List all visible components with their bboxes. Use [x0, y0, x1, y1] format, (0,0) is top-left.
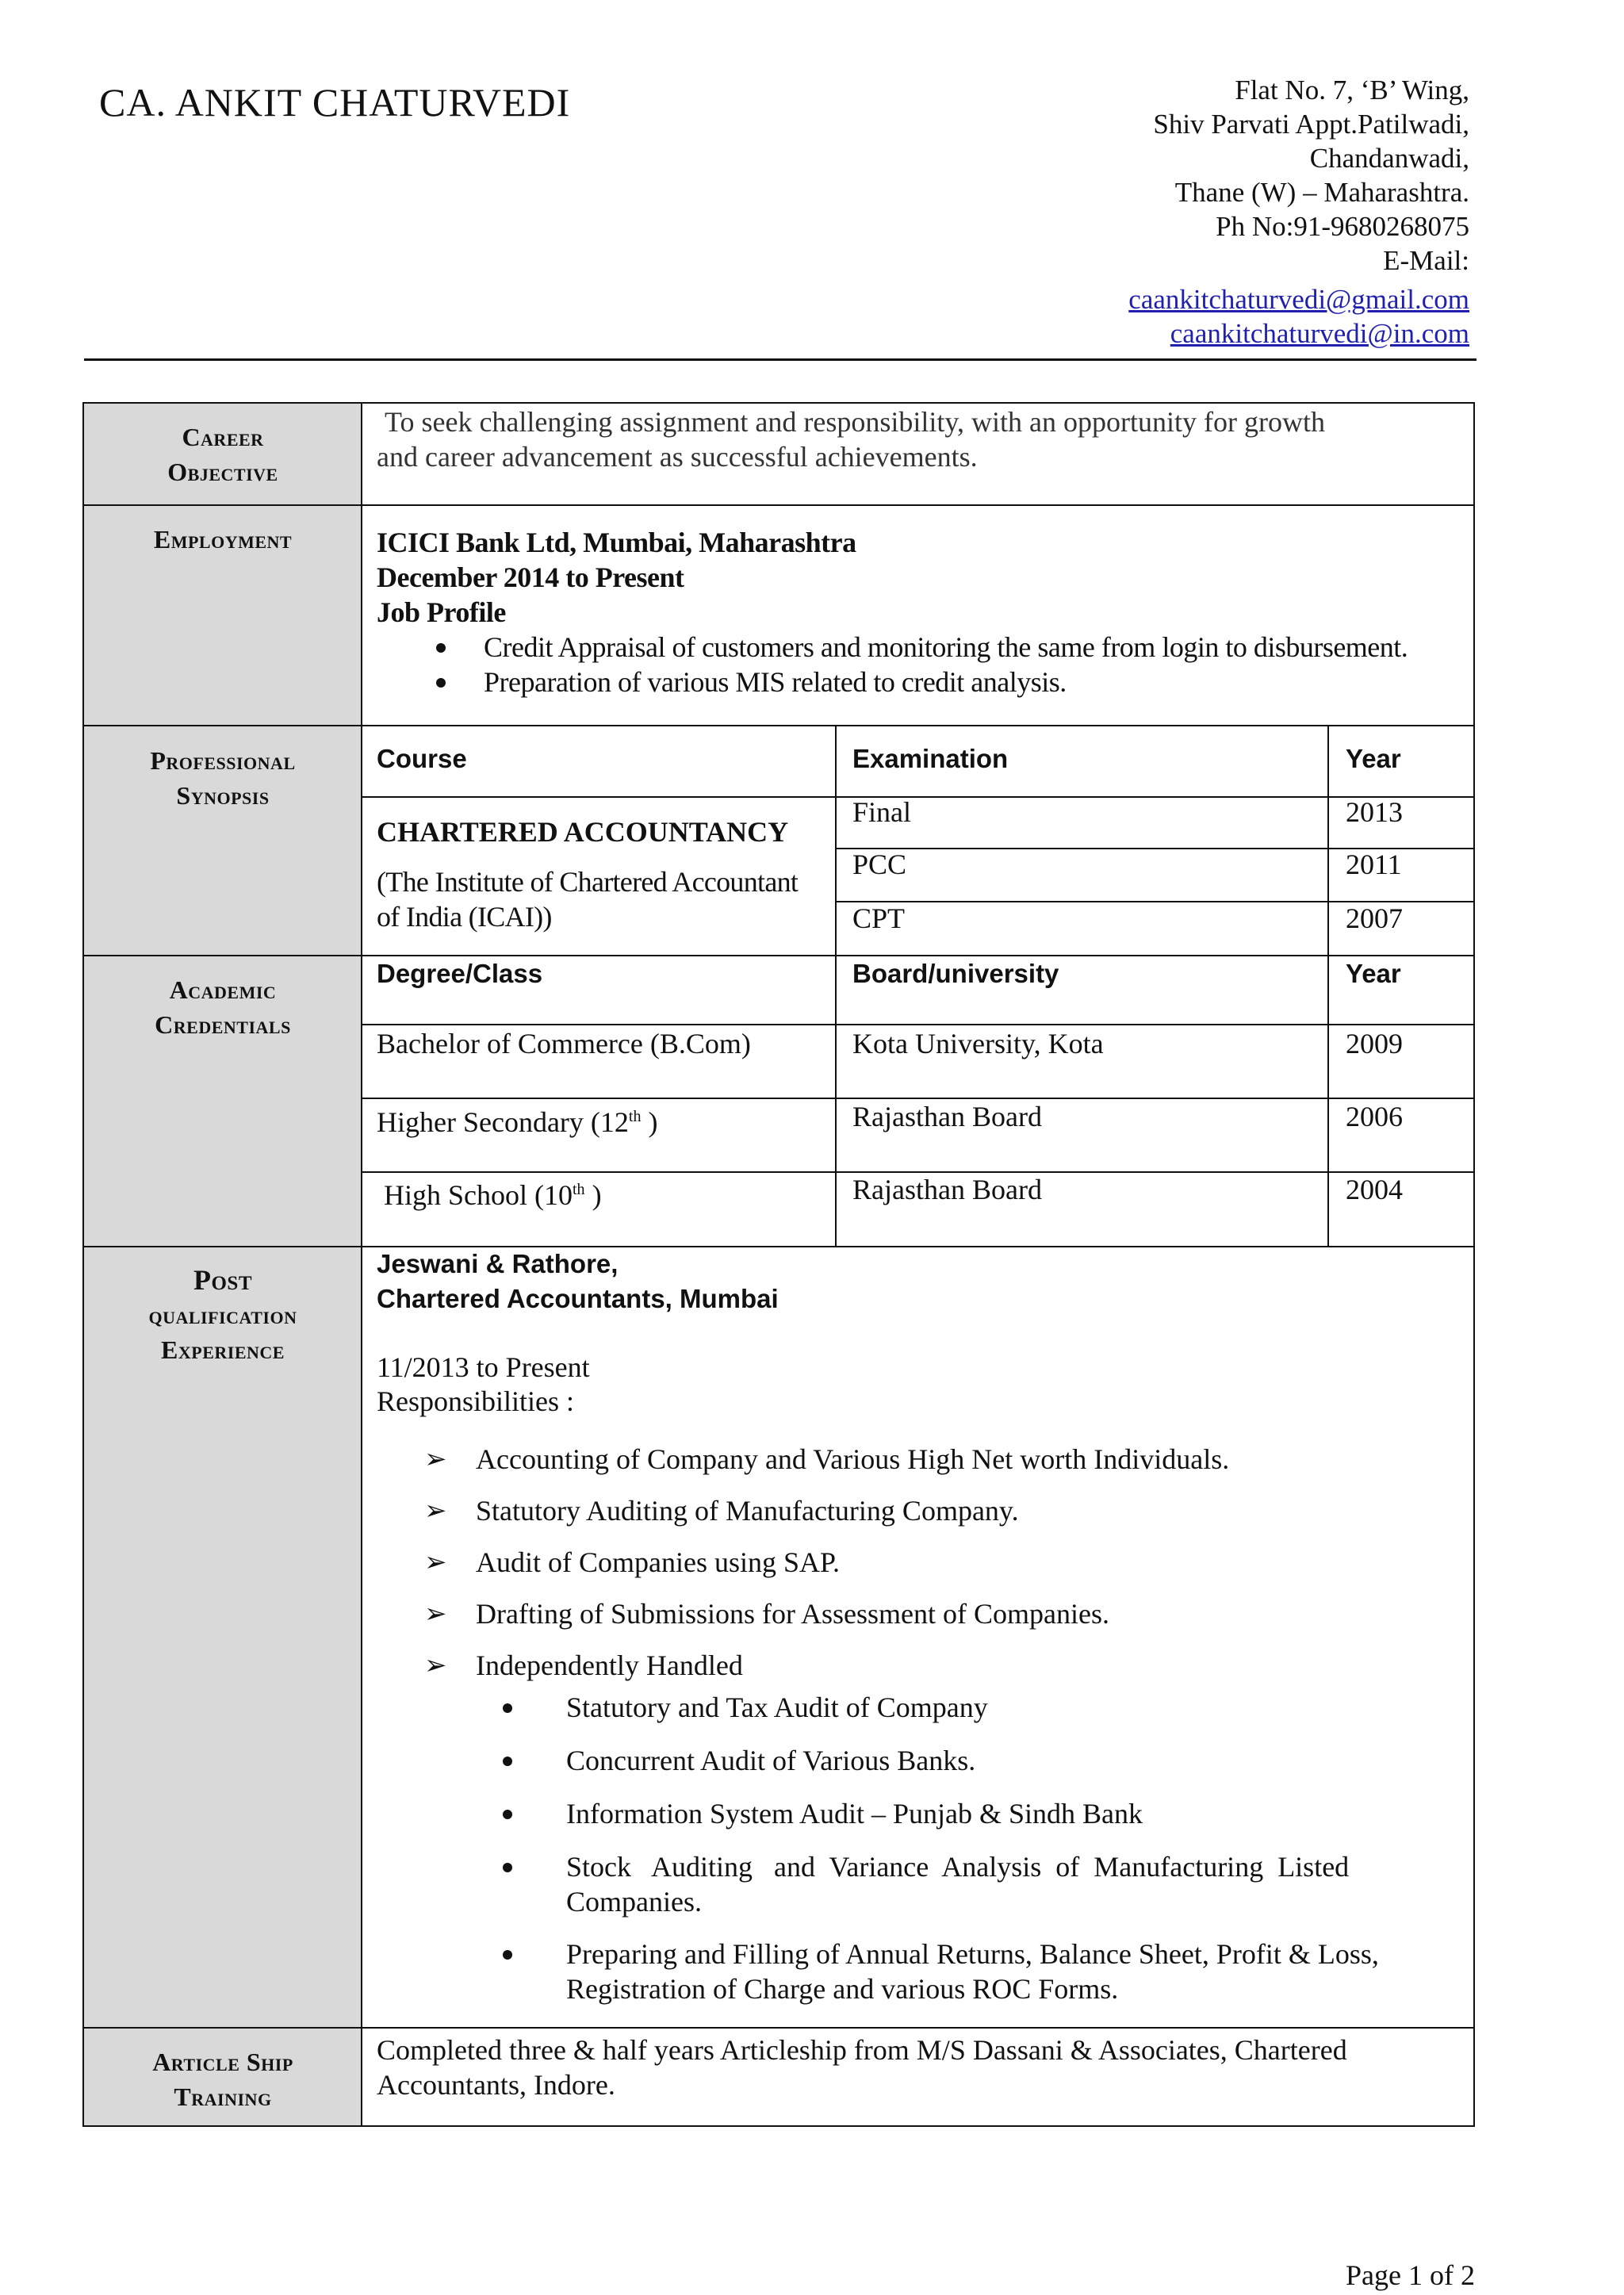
section-label-post-qualification: Post qualification Experience	[148, 1264, 297, 1364]
exam-cpt: CPT	[852, 902, 906, 934]
email-link-in[interactable]: caankitchaturvedi@in.com	[1170, 318, 1469, 349]
responsibilities-heading: Responsibilities :	[377, 1385, 575, 1417]
column-header-course: Course	[377, 744, 467, 773]
career-objective-text: To seek challenging assignment and responsibility, with an opportunity for growth and career advancement as successful achievements.	[377, 406, 1325, 473]
exam-final-year: 2013	[1346, 796, 1403, 828]
address-line: Chandanwadi,	[1309, 143, 1469, 174]
address-line: Thane (W) – Maharashtra.	[1174, 177, 1469, 208]
year-2006: 2006	[1346, 1101, 1403, 1132]
degree-high-school: High School (10th )	[377, 1179, 602, 1211]
section-label-career-objective: Career Objective	[167, 423, 278, 486]
exam-pcc: PCC	[852, 849, 907, 880]
list-item: Concurrent Audit of Various Banks.	[566, 1743, 1462, 1796]
inner-row-divider	[361, 796, 1475, 798]
articleship-text: Completed three & half years Articleship from M/S Dassani & Associates, Chartered Accountants, Indore.	[377, 2034, 1347, 2101]
handled-list	[566, 1690, 1462, 2006]
exam-cpt-year: 2007	[1346, 902, 1403, 934]
page-number: Page 1 of 2	[1346, 2259, 1475, 2291]
exam-final: Final	[852, 796, 912, 828]
email-heading: E-Mail:	[1383, 245, 1469, 276]
row-divider	[82, 725, 1475, 726]
list-item: ➢ Independently Handled	[424, 1649, 743, 1681]
row-divider	[82, 504, 1475, 506]
list-item: Stock Auditing and Variance Analysis of Manufacturing Listed Companies.	[566, 1849, 1462, 1937]
list-item: ➢ Audit of Companies using SAP.	[424, 1546, 841, 1578]
section-label-professional-synopsis: Professional Synopsis	[150, 746, 296, 810]
degree-bcom: Bachelor of Commerce (B.Com)	[377, 1028, 751, 1059]
section-label-employment: Employment	[153, 525, 293, 554]
responsibilities-list	[424, 1434, 1459, 1692]
year-2004: 2004	[1346, 1174, 1403, 1205]
inner-column-divider	[835, 725, 837, 1246]
employment-details	[377, 525, 1471, 699]
course-institute: (The Institute of Chartered Accountant of India (ICAI))	[377, 866, 799, 933]
email-link-gmail[interactable]: caankitchaturvedi@gmail.com	[1128, 284, 1469, 315]
candidate-name: CA. ANKIT CHATURVEDI	[99, 80, 571, 125]
column-header-examination: Examination	[852, 744, 1009, 773]
job-profile-heading: Job Profile	[377, 596, 506, 628]
address-line: Flat No. 7, ‘B’ Wing,	[1235, 75, 1469, 105]
contact-address	[914, 73, 1469, 351]
row-divider	[82, 1246, 1475, 1247]
header-divider	[84, 358, 1477, 361]
phone-line: Ph No:91-9680268075	[1216, 211, 1469, 242]
list-item: Preparing and Filling of Annual Returns, Balance Sheet, Profit & Loss, Registration of Charge and various ROC Forms.	[566, 1937, 1462, 2006]
list-item: ➢ Drafting of Submissions for Assessment of Companies.	[424, 1598, 1109, 1630]
address-line: Shiv Parvati Appt.Patilwadi,	[1153, 109, 1469, 140]
section-label-articleship: Article Ship Training	[152, 2048, 293, 2111]
experience-period: 11/2013 to Present	[377, 1351, 590, 1383]
employer-name: ICICI Bank Ltd, Mumbai, Maharashtra	[377, 527, 856, 558]
list-item: ➢ Accounting of Company and Various High Net worth Individuals.	[424, 1443, 1230, 1475]
column-header-board: Board/university	[852, 959, 1059, 988]
board-rajasthan: Rajasthan Board	[852, 1101, 1042, 1132]
list-item: Statutory and Tax Audit of Company	[566, 1690, 1462, 1743]
degree-hsc: Higher Secondary (12th )	[377, 1106, 658, 1138]
inner-row-divider	[361, 1024, 1475, 1025]
section-label-academic-credentials: Academic Credentials	[155, 975, 291, 1039]
column-header-year: Year	[1346, 959, 1401, 988]
row-divider	[82, 955, 1475, 956]
list-item: Preparation of various MIS related to credit analysis.	[484, 665, 1471, 699]
exam-pcc-year: 2011	[1346, 849, 1402, 880]
column-header-degree: Degree/Class	[377, 959, 543, 988]
year-2009: 2009	[1346, 1028, 1403, 1059]
board-rajasthan: Rajasthan Board	[852, 1174, 1042, 1205]
list-item: Information System Audit – Punjab & Sindh Bank	[566, 1796, 1462, 1849]
column-header-year: Year	[1346, 744, 1401, 773]
board-kota: Kota University, Kota	[852, 1028, 1104, 1059]
inner-column-divider	[1327, 725, 1329, 1246]
firm-name: Jeswani & Rathore, Chartered Accountants, Mumbai	[377, 1249, 779, 1313]
list-item: ➢ Statutory Auditing of Manufacturing Company.	[424, 1495, 1019, 1527]
row-divider	[82, 2027, 1475, 2029]
employment-period: December 2014 to Present	[377, 561, 684, 593]
list-item: Credit Appraisal of customers and monitoring the same from login to disbursement.	[484, 630, 1471, 665]
course-name: CHARTERED ACCOUNTANCY	[377, 816, 789, 848]
